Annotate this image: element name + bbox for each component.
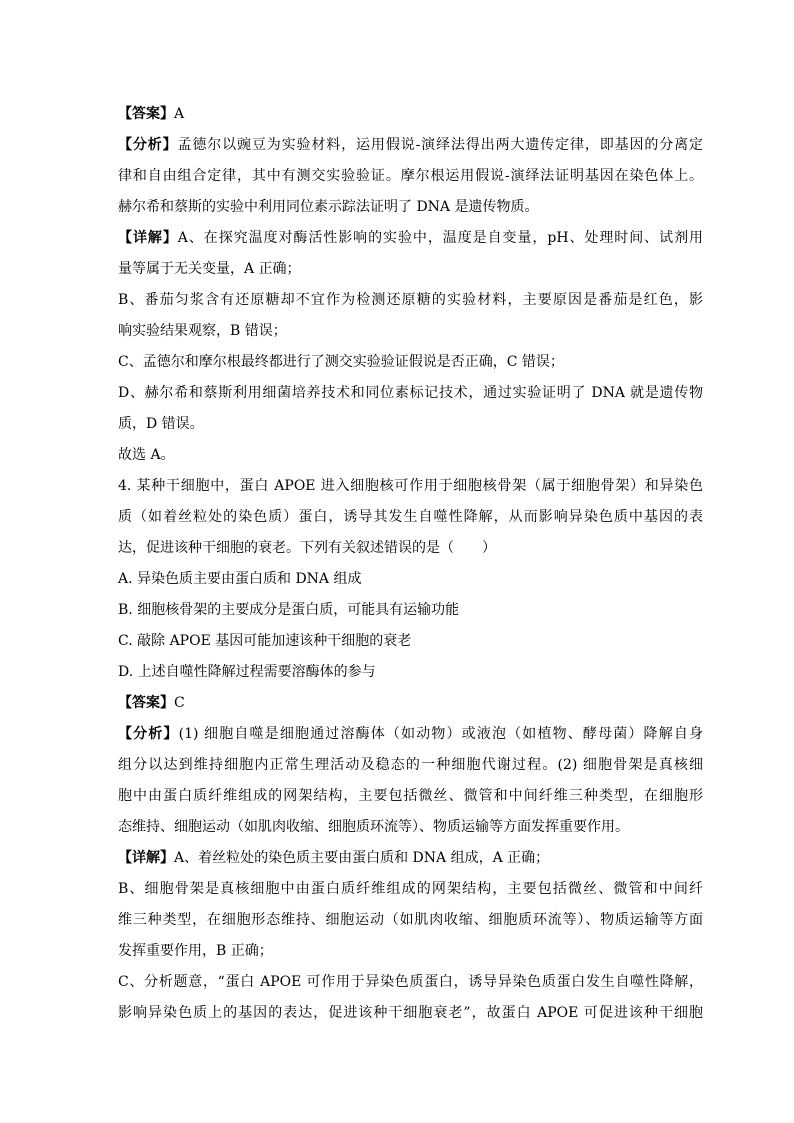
- line-text: 态维持、细胞运动（如肌肉收缩、细胞质环流等）、物质运输等方面发挥重要作用。: [118, 819, 629, 835]
- text-line: [118, 657, 703, 688]
- text-line: [118, 223, 703, 254]
- line-text: (1) 细胞自噬是细胞通过溶酶体（如动物）或液泡（如植物、酵母菌）降解自身: [178, 726, 703, 742]
- text-line: [118, 378, 703, 409]
- text-line: [118, 812, 703, 843]
- line-text: 胞中由蛋白质纤维组成的网架结构，主要包括微丝、微管和中间纤维三种类型，在细胞形: [118, 788, 703, 804]
- text-line: [118, 502, 703, 533]
- text-line: [118, 719, 703, 750]
- line-text: 达，促进该种干细胞的衰老。下列有关叙述错误的是（ ）: [118, 540, 496, 556]
- line-text: B. 细胞核骨架的主要成分是蛋白质，可能具有运输功能: [118, 602, 460, 618]
- line-text: 赫尔希和蔡斯的实验中利用同位素示踪法证明了 DNA 是遗传物质。: [118, 199, 539, 215]
- text-line: [118, 967, 703, 998]
- line-text: B、细胞骨架是真核细胞中由蛋白质纤维组成的网架结构，主要包括微丝、微管和中间纤: [118, 881, 703, 897]
- text-line: [118, 440, 703, 471]
- text-line: [118, 688, 703, 719]
- section-label: 【详解】: [118, 230, 178, 246]
- line-text: 影响异染色质上的基因的表达，促进该种干细胞衰老”，故蛋白 APOE 可促进该种干细胞: [118, 1005, 703, 1021]
- text-line: [118, 471, 703, 502]
- text-line: [118, 533, 703, 564]
- text-line: [118, 843, 703, 874]
- line-text: A: [174, 106, 185, 122]
- section-label: 【答案】: [118, 695, 174, 711]
- text-line: [118, 285, 703, 316]
- text-line: [118, 936, 703, 967]
- text-line: [118, 130, 703, 161]
- text-line: [118, 99, 703, 130]
- line-text: 4. 某种干细胞中，蛋白 APOE 进入细胞核可作用于细胞核骨架（属于细胞骨架）和异染色: [118, 478, 703, 494]
- text-line: [118, 874, 703, 905]
- text-line: [118, 254, 703, 285]
- line-text: 响实验结果观察，B 错误；: [118, 323, 287, 339]
- text-line: [118, 781, 703, 812]
- document-body: [118, 99, 703, 1029]
- text-line: [118, 905, 703, 936]
- line-text: D. 上述自噬性降解过程需要溶酶体的参与: [118, 664, 376, 680]
- text-line: [118, 409, 703, 440]
- line-text: B、番茄匀浆含有还原糖却不宜作为检测还原糖的实验材料，主要原因是番茄是红色，影: [118, 292, 703, 308]
- line-text: 维三种类型，在细胞形态维持、细胞运动（如肌肉收缩、细胞质环流等）、物质运输等方面: [118, 912, 703, 928]
- section-label: 【分析】: [118, 137, 178, 153]
- text-line: [118, 626, 703, 657]
- line-text: 律和自由组合定律，其中有测交实验验证。摩尔根运用假说-演绎法证明基因在染色体上。: [118, 168, 703, 184]
- text-line: [118, 750, 703, 781]
- section-label: 【分析】: [118, 726, 179, 742]
- text-line: [118, 192, 703, 223]
- text-line: [118, 316, 703, 347]
- line-text: 发挥重要作用，B 正确；: [118, 943, 273, 959]
- line-text: 质（如着丝粒处的染色质）蛋白，诱导其发生自噬性降解，从而影响异染色质中基因的表: [118, 509, 703, 525]
- line-text: 量等属于无关变量，A 正确；: [118, 261, 301, 277]
- line-text: A、着丝粒处的染色质主要由蛋白质和 DNA 组成，A 正确；: [174, 850, 550, 866]
- text-line: [118, 998, 703, 1029]
- line-text: A. 异染色质主要由蛋白质和 DNA 组成: [118, 571, 362, 587]
- text-line: [118, 161, 703, 192]
- line-text: D、赫尔希和蔡斯利用细菌培养技术和同位素标记技术，通过实验证明了 DNA 就是遗传物: [118, 385, 703, 401]
- text-line: [118, 595, 703, 626]
- text-line: [118, 347, 703, 378]
- line-text: 质，D 错误。: [118, 416, 204, 432]
- line-text: C: [174, 695, 185, 711]
- text-line: [118, 564, 703, 595]
- line-text: C、分析题意，“蛋白 APOE 可作用于异染色质蛋白，诱导异染色质蛋白发生自噬性降解，: [118, 974, 703, 990]
- line-text: C、孟德尔和摩尔根最终都进行了测交实验验证假说是否正确，C 错误；: [118, 354, 564, 370]
- line-text: A、在探究温度对酶活性影响的实验中，温度是自变量，pH、处理时间、试剂用: [177, 230, 703, 246]
- section-label: 【答案】: [118, 106, 174, 122]
- line-text: 孟德尔以豌豆为实验材料，运用假说-演绎法得出两大遗传定律，即基因的分离定: [177, 137, 703, 153]
- section-label: 【详解】: [118, 850, 174, 866]
- line-text: 组分以达到维持细胞内正常生理活动及稳态的一种细胞代谢过程。(2) 细胞骨架是真核细: [118, 757, 703, 773]
- line-text: 故选 A。: [118, 447, 175, 463]
- line-text: C. 敲除 APOE 基因可能加速该种干细胞的衰老: [118, 633, 412, 649]
